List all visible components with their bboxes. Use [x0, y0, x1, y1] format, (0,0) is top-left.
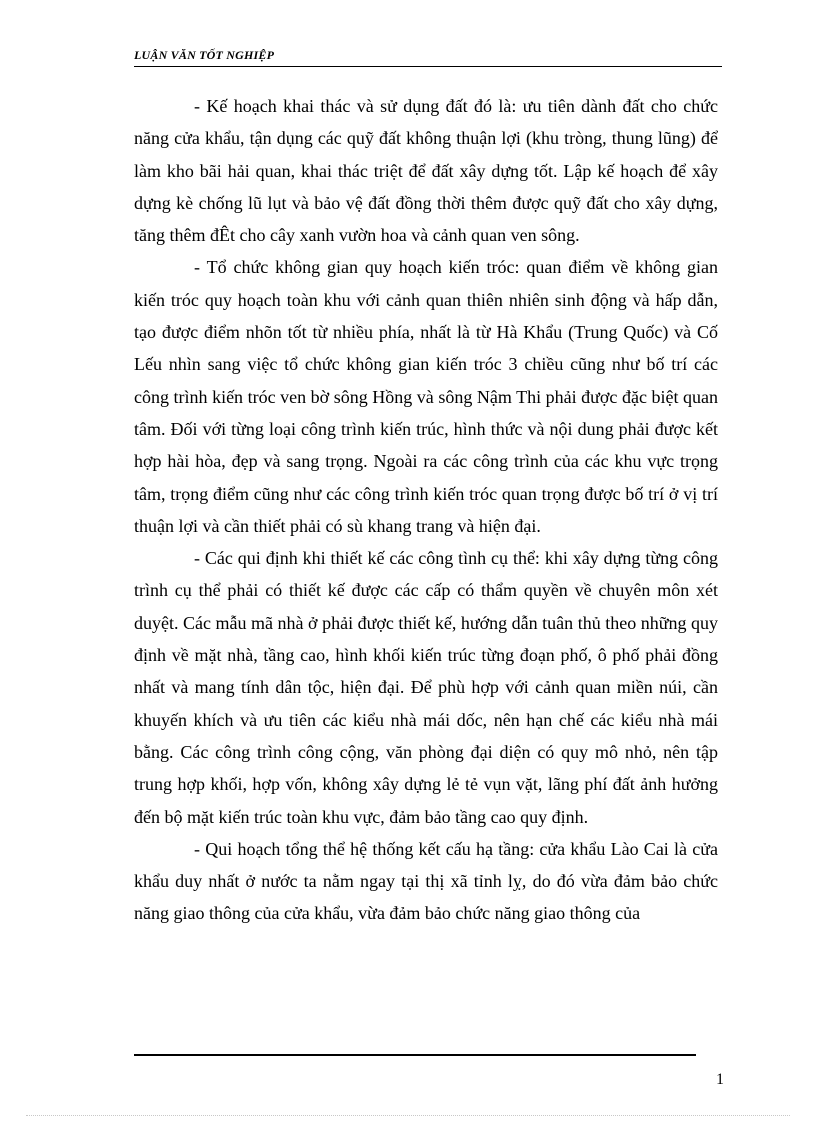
document-body	[134, 90, 718, 930]
paragraph-infrastructure-plan: - Qui hoạch tổng thể hệ thống kết cấu hạ tầng: cửa khẩu Lào Cai là cửa khẩu duy nhất ở nước ta nằm ngay tại thị xã tỉnh lỵ, do đó vừa đảm bảo chức năng giao thông của cửa khẩu, vừa đảm bảo chức năng giao thông của	[134, 838, 718, 924]
page-edge-line	[26, 1115, 790, 1116]
page-number: 1	[716, 1071, 724, 1088]
paragraph-land-use-plan: - Kế hoạch khai thác và sử dụng đất đó là: ưu tiên dành đất cho chức năng cửa khẩu, tận dụng các quỹ đất không thuận lợi (khu tròng, thung lũng) để làm kho bãi hải quan, khai thác triệt để đất xây dựng tốt. Lập kế hoạch để xây dựng kè chống lũ lụt và bảo vệ đất đồng thời thêm được quỹ đất cho xây dựng, tăng thêm đÊt cho cây xanh vườn hoa và cảnh quan ven sông.	[134, 96, 718, 246]
paragraph-design-regulations: - Các qui định khi thiết kế các công tình cụ thể: khi xây dựng từng công trình cụ thể phải có thiết kế được các cấp có thẩm quyền về chuyên môn xét duyệt. Các mẫu mã nhà ở phải được thiết kế, hướng dẫn tuân thủ theo những quy định về mặt nhà, tầng cao, hình khối kiến trúc từng đoạn phố, ô phố phải đồng nhất và mang tính dân tộc, hiện đại. Để phù hợp với cảnh quan miền núi, cần khuyến khích và ưu tiên các kiểu nhà mái dốc, nên hạn chế các kiểu nhà mái bằng. Các công trình công cộng, văn phòng đại diện có quy mô nhỏ, nên tập trung hợp khối, hợp vốn, không xây dựng lẻ tẻ vụn vặt, lãng phí đất ảnh hưởng đến bộ mặt kiến trúc toàn khu vực, đảm bảo tầng cao quy định.	[134, 548, 718, 827]
paragraph-architecture-space: - Tổ chức không gian quy hoạch kiến tróc: quan điểm về không gian kiến tróc quy hoạch toàn khu với cảnh quan thiên nhiên sinh động và hấp dẫn, tạo được điểm nhõn tốt từ nhiều phía, nhất là từ Hà Khẩu (Trung Quốc) và Cố Lếu nhìn sang việc tổ chức không gian kiến tróc 3 chiều cũng như bố trí các công trình kiến tróc ven bờ sông Hồng và sông Nậm Thi phải được đặc biệt quan tâm. Đối với từng loại công trình kiến trúc, hình thức và nội dung phải được kết hợp hài hòa, đẹp và sang trọng. Ngoài ra các công trình của các khu vực trọng tâm, trọng điểm cũng như các công trình kiến tróc quan trọng được bố trí ở vị trí thuận lợi và cần thiết phải có sù khang trang và hiện đại.	[134, 257, 718, 536]
header-rule	[134, 66, 722, 67]
footer-rule	[134, 1054, 696, 1056]
running-header: LUẬN VĂN TỐT NGHIỆP	[134, 48, 275, 62]
